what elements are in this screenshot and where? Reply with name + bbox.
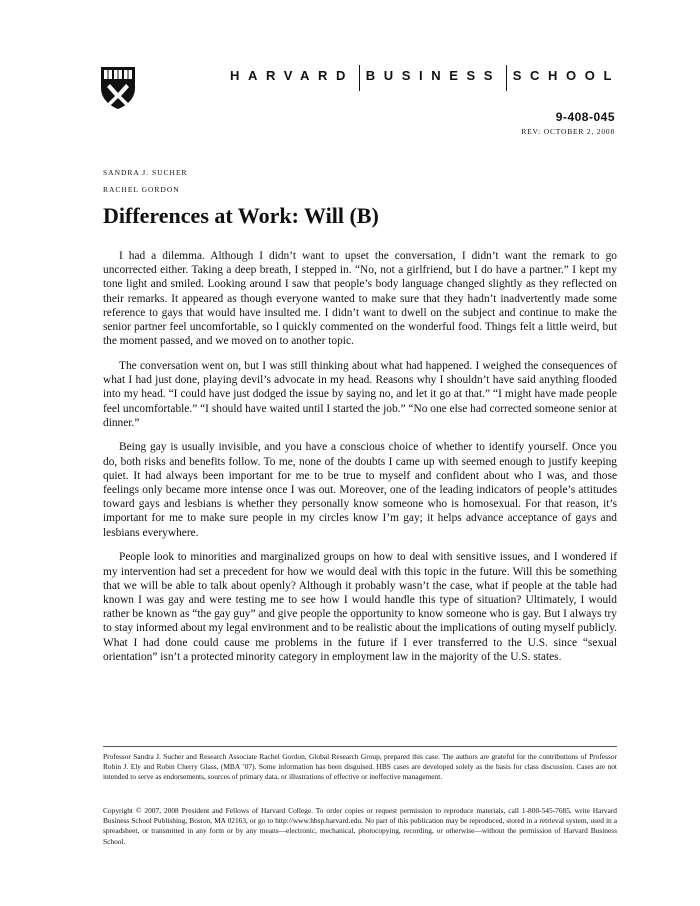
author-list <box>103 164 188 198</box>
author-name: RACHEL GORDON <box>103 185 180 194</box>
institution-masthead <box>230 62 620 88</box>
harvard-shield-icon <box>100 66 136 110</box>
author-name: SANDRA J. SUCHER <box>103 168 188 177</box>
masthead-word-business: BUSINESS <box>365 67 502 83</box>
author-footnote: Professor Sandra J. Sucher and Research Associate Rachel Gordon, Global Research Group, prepared this case. The authors are grateful for the contributions of Professor Robin J. Ely and Robin Cherry Glass, (MBA ’07). Some information has been disguised. HBS cases are developed solely as the basis for class discussion. Cases are not intended to serve as endorsements, sources of primary data, or illustrations of effective or ineffective management. <box>103 752 617 782</box>
body-paragraph: The conversation went on, but I was still thinking about what had happened. I weighed the consequences of what I had just done, playing devil’s advocate in my head. Reasons why I shouldn’t have said anything flooded into my head. “I could have just dodged the issue by saying no, and let it go at that.” “I might have made people feel uncomfortable.” “I should have waited until I started the job.” “No one else had corrected someone senior at dinner.” <box>103 359 617 429</box>
revision-date: REV: OCTOBER 2, 2008 <box>521 127 615 136</box>
masthead-word-harvard: HARVARD <box>230 67 355 83</box>
masthead-word-school: SCHOOL <box>512 67 620 83</box>
body-paragraph: I had a dilemma. Although I didn’t want to upset the conversation, I didn’t want the remark to go uncorrected either. Taking a deep breath, I stepped in. “No, not a girlfriend, but I do have a partner.” I kept my tone light and smiled. Looking around I saw that people’s body language changed slightly as they reflected on their remarks. It appeared as though everyone wanted to make sure that they hadn’t inadvertently made some reference to gays that would have insulted me. I didn’t want to dwell on the subject and continue to make the senior partner feel uncomfortable, so I quickly commented on the wonderful food. Things felt a little weird, but the moment passed, and we moved on to another topic. <box>103 250 617 348</box>
masthead-divider <box>506 65 507 91</box>
copyright-notice: Copyright © 2007, 2008 President and Fellows of Harvard College. To order copies or request permission to reproduce materials, call 1-800-545-7685, write Harvard Business School Publishing, Boston, MA 02163, or go to http://www.hbsp.harvard.edu. No part of this publication may be reproduced, stored in a retrieval system, used in a spreadsheet, or transmitted in any form or by any means—electronic, mechanical, photocopying, recording, or otherwise—without the permission of Harvard Business School. <box>103 806 617 846</box>
document-body <box>103 249 617 674</box>
footnote-divider <box>103 746 617 747</box>
document-title: Differences at Work: Will (B) <box>103 203 379 228</box>
body-paragraph: Being gay is usually invisible, and you have a conscious choice of whether to identify yourself. Once you do, both risks and benefits follow. To me, none of the doubts I came up with seemed enough to justify keeping quiet. It had always been important for me to be true to myself and confident about who I was, and those feelings only became more intense once I was out. Moreover, one of the leading indicators of people’s attitudes toward gays and lesbians is whether they personally know someone who is homosexual. For that reason, it’s important for me to make sure people in my circles know I’m gay; it helps advance acceptance of gays and lesbians everywhere. <box>103 441 617 539</box>
case-number: 9-408-045 <box>555 110 615 124</box>
body-paragraph: People look to minorities and marginalized groups on how to deal with sensitive issues, and I wondered if my intervention had set a precedent for how we would deal with this topic in the future. Will this be something that we will be able to talk about openly? Although it probably wasn’t the case, what if people at the table had known I was gay and were testing me to see how I would handle this type of situation? Ultimately, I would rather be known as “the gay guy” and give people the opportunity to know someone who is gay. But I always try to stay informed about my legal environment and to be realistic about the implications of outing myself publicly. What I had done could cause me problems in the future if I ever transferred to the U.S. since “sexual orientation” isn’t a protected minority category in employment law in the majority of the U.S. states. <box>103 551 617 663</box>
masthead-divider <box>359 65 360 91</box>
